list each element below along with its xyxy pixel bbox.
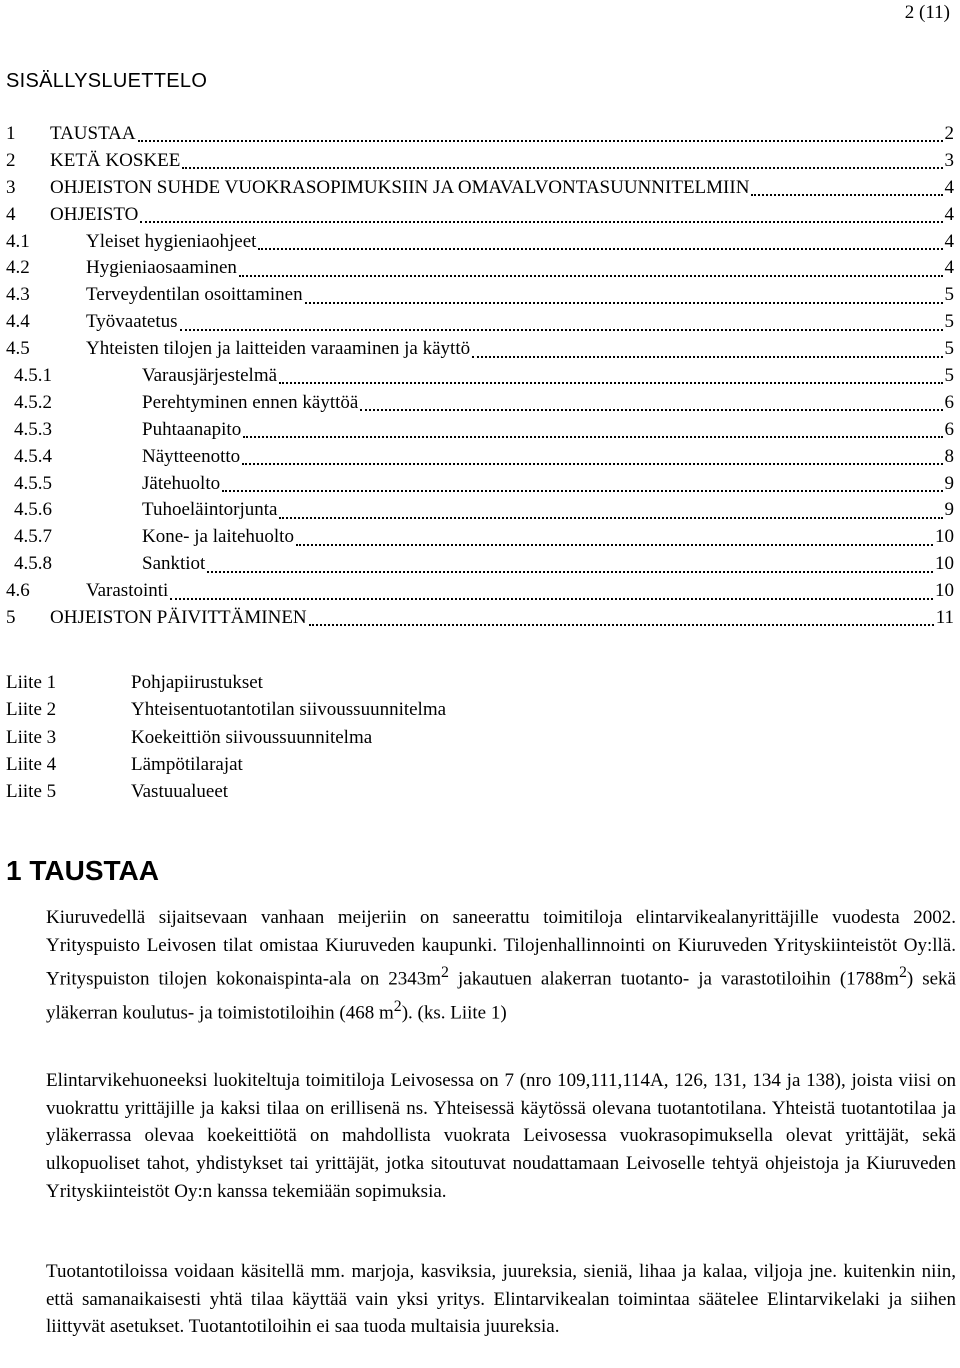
toc-entry-number: 4.2 bbox=[6, 257, 30, 279]
toc-entry[interactable] bbox=[6, 150, 954, 177]
toc-leader-dots bbox=[751, 194, 942, 196]
toc-entry[interactable] bbox=[6, 580, 954, 607]
toc-entry-title: Yleiset hygieniaohjeet bbox=[86, 230, 257, 252]
appendix-title: Vastuualueet bbox=[131, 781, 229, 803]
toc-entry-number: 2 bbox=[6, 149, 16, 171]
toc-entry-page: 5 bbox=[944, 365, 954, 387]
toc-entry-page: 4 bbox=[944, 230, 954, 252]
toc-entry[interactable] bbox=[6, 553, 954, 580]
toc-entry-page: 6 bbox=[944, 391, 954, 413]
toc-entry-number: 4.5.7 bbox=[14, 526, 52, 548]
toc-entry-number: 4.5 bbox=[6, 338, 30, 360]
toc-leader-dots bbox=[258, 248, 942, 250]
toc-leader-dots bbox=[207, 571, 933, 573]
toc-entry-title: Näytteenotto bbox=[142, 445, 241, 467]
toc-entry-title: KETÄ KOSKEE bbox=[50, 149, 181, 171]
appendix-item bbox=[6, 781, 446, 808]
toc-entry-page: 9 bbox=[944, 499, 954, 521]
toc-entry-number: 4.5.8 bbox=[14, 553, 52, 575]
toc-entry-page: 8 bbox=[944, 445, 954, 467]
toc-entry-page: 10 bbox=[935, 526, 954, 548]
toc-entry[interactable] bbox=[6, 311, 954, 338]
toc-leader-dots bbox=[305, 302, 943, 304]
toc-leader-dots bbox=[242, 463, 942, 465]
paragraph-3: Tuotantotiloissa voidaan käsitellä mm. marjoja, kasviksia, juureksia, sieniä, lihaa ja kalaa, viljoja jne. kuitenkin niin, että samanaikaisesti yhtä tilaa käyttää vain yksi yritys. Elintarvikealan toimintaa säätelee Elintarvikelaki ja siihen liittyvät asetukset. Tuotantotiloihin ei saa tuoda multaisia juureksia. bbox=[46, 1261, 956, 1338]
toc-entry[interactable] bbox=[6, 419, 954, 446]
table-of-contents bbox=[6, 123, 954, 634]
toc-entry[interactable] bbox=[6, 365, 954, 392]
toc-entry[interactable] bbox=[6, 123, 954, 150]
toc-entry-page: 11 bbox=[935, 607, 954, 629]
toc-entry-page: 5 bbox=[944, 311, 954, 333]
toc-leader-dots bbox=[138, 140, 943, 142]
toc-entry[interactable] bbox=[6, 257, 954, 284]
toc-leader-dots bbox=[170, 598, 933, 600]
appendix-item bbox=[6, 699, 446, 726]
toc-entry-page: 2 bbox=[944, 123, 954, 144]
toc-entry-page: 4 bbox=[944, 203, 954, 225]
toc-leader-dots bbox=[239, 275, 943, 277]
toc-leader-dots bbox=[182, 167, 942, 169]
appendix-label: Liite 4 bbox=[6, 753, 57, 775]
appendix-label: Liite 5 bbox=[6, 781, 57, 803]
toc-entry[interactable] bbox=[6, 526, 954, 553]
toc-entry-title: Perehtyminen ennen käyttöä bbox=[142, 391, 359, 413]
toc-entry-title: Jätehuolto bbox=[142, 472, 221, 494]
toc-entry-number: 4.5.3 bbox=[14, 418, 52, 440]
toc-entry-number: 4.4 bbox=[6, 311, 30, 333]
section-heading-taustaa: 1 TAUSTAA bbox=[6, 855, 159, 886]
toc-entry-number: 4 bbox=[6, 203, 16, 225]
toc-entry[interactable] bbox=[6, 284, 954, 311]
toc-entry[interactable] bbox=[6, 231, 954, 258]
toc-leader-dots bbox=[360, 409, 942, 411]
appendix-title: Yhteisentuotantotilan siivoussuunnitelma bbox=[131, 699, 447, 721]
appendix-item bbox=[6, 672, 446, 699]
toc-entry-page: 4 bbox=[944, 176, 954, 198]
toc-entry-number: 1 bbox=[6, 123, 16, 144]
toc-entry[interactable] bbox=[6, 392, 954, 419]
toc-entry[interactable] bbox=[6, 177, 954, 204]
toc-entry-title: TAUSTAA bbox=[50, 123, 136, 144]
toc-leader-dots bbox=[296, 544, 933, 546]
toc-leader-dots bbox=[279, 382, 942, 384]
page-number: 2 (11) bbox=[904, 2, 950, 23]
toc-entry-number: 4.3 bbox=[6, 284, 30, 306]
appendix-title: Pohjapiirustukset bbox=[131, 672, 263, 693]
toc-leader-dots bbox=[140, 221, 942, 223]
toc-entry[interactable] bbox=[6, 338, 954, 365]
toc-entry-title: Työvaatetus bbox=[86, 311, 178, 333]
toc-entry-page: 4 bbox=[944, 257, 954, 279]
toc-entry-title: Puhtaanapito bbox=[142, 418, 242, 440]
toc-entry-title: Varastointi bbox=[86, 580, 169, 602]
toc-entry-number: 4.1 bbox=[6, 230, 30, 252]
toc-entry-number: 4.5.5 bbox=[14, 472, 52, 494]
toc-entry-number: 3 bbox=[6, 176, 16, 198]
toc-entry-title: Terveydentilan osoittaminen bbox=[86, 284, 303, 306]
toc-entry[interactable] bbox=[6, 499, 954, 526]
toc-entry-title: OHJEISTON PÄIVITTÄMINEN bbox=[50, 607, 307, 629]
toc-entry-title: Yhteisten tilojen ja laitteiden varaaminen ja käyttö bbox=[86, 338, 471, 360]
paragraph-2: Elintarvikehuoneeksi luokiteltuja toimitiloja Leivosessa on 7 (nro 109,111,114A, 126, 131, 134 ja 138), joista viisi on vuokrattu yrittäjille ja kaksi tilaa on erillisenä ns. Yhteisessä käytössä olevana tuotantotilana. Yhteistä tuotantotilaa ja yläkerrassa olevaa koekeittiötä on mahdollista vuokrata Leivosessa vuokrasopimuksella olevat yrittäjät, sekä ulkopuoliset tahot, yhdistykset tai yrittäjät, jotka sitoutuvat noudattamaan Leivoselle tehtyä ohjeistoja ja Kiuruveden Yrityskiinteistöt Oy:n kanssa tekemiään sopimuksia. bbox=[46, 1070, 956, 1202]
paragraph-1: Kiuruvedellä sijaitsevaan vanhaan meijeriin on saneerattu toimitiloja elintarvikealanyrittäjille vuodesta 2002. Yrityspuisto Leivosen tilat omistaa Kiuruveden kaupunki. Tilojenhallinnointi on Kiuruveden Yrityskiinteistöt Oy:llä. Yrityspuiston tilojen kokonaispinta-ala on $2343m^2$ jakautuen alakerran tuotanto- ja varastotiloihin $(1788m^2)$ sekä yläkerran koulutus- ja toimistotiloihin (468 $m^2$). (ks. Liite 1) bbox=[46, 907, 956, 1024]
appendix-label: Liite 1 bbox=[6, 672, 57, 693]
appendix-label: Liite 2 bbox=[6, 699, 57, 721]
toc-entry[interactable] bbox=[6, 607, 954, 634]
toc-entry-page: 10 bbox=[935, 580, 954, 602]
toc-entry-page: 3 bbox=[944, 149, 954, 171]
toc-entry-number: 4.5.1 bbox=[14, 365, 52, 387]
appendix-label: Liite 3 bbox=[6, 726, 57, 748]
toc-leader-dots bbox=[472, 356, 942, 358]
toc-leader-dots bbox=[309, 624, 934, 626]
toc-entry-title: Tuhoeläintorjunta bbox=[142, 499, 278, 521]
toc-entry[interactable] bbox=[6, 446, 954, 473]
toc-entry[interactable] bbox=[6, 473, 954, 500]
toc-leader-dots bbox=[222, 490, 942, 492]
toc-entry-page: 9 bbox=[944, 472, 954, 494]
toc-entry-page: 5 bbox=[944, 284, 954, 306]
toc-entry-number: 4.5.6 bbox=[14, 499, 52, 521]
toc-entry[interactable] bbox=[6, 204, 954, 231]
toc-entry-title: Sanktiot bbox=[142, 553, 206, 575]
toc-entry-title: Kone- ja laitehuolto bbox=[142, 526, 294, 548]
toc-leader-dots bbox=[243, 436, 942, 438]
toc-entry-title: OHJEISTO bbox=[50, 203, 139, 225]
appendix-title: Lämpötilarajat bbox=[131, 753, 243, 775]
toc-entry-title: Hygieniaosaaminen bbox=[86, 257, 237, 279]
appendix-list bbox=[6, 672, 446, 808]
toc-leader-dots bbox=[180, 329, 943, 331]
appendix-item bbox=[6, 754, 446, 781]
toc-title: SISÄLLYSLUETTELO bbox=[6, 70, 208, 92]
toc-entry-title: OHJEISTON SUHDE VUOKRASOPIMUKSIIN JA OMAVALVONTASUUNNITELMIIN bbox=[50, 176, 750, 198]
toc-leader-dots bbox=[279, 517, 942, 519]
toc-entry-number: 4.5.4 bbox=[14, 445, 52, 467]
toc-entry-page: 5 bbox=[944, 338, 954, 360]
appendix-item bbox=[6, 727, 446, 754]
toc-entry-title: Varausjärjestelmä bbox=[142, 365, 278, 387]
toc-entry-number: 4.5.2 bbox=[14, 391, 52, 413]
toc-entry-number: 4.6 bbox=[6, 580, 30, 602]
toc-entry-page: 10 bbox=[935, 553, 954, 575]
toc-entry-page: 6 bbox=[944, 418, 954, 440]
appendix-title: Koekeittiön siivoussuunnitelma bbox=[131, 726, 373, 748]
toc-entry-number: 5 bbox=[6, 607, 16, 629]
